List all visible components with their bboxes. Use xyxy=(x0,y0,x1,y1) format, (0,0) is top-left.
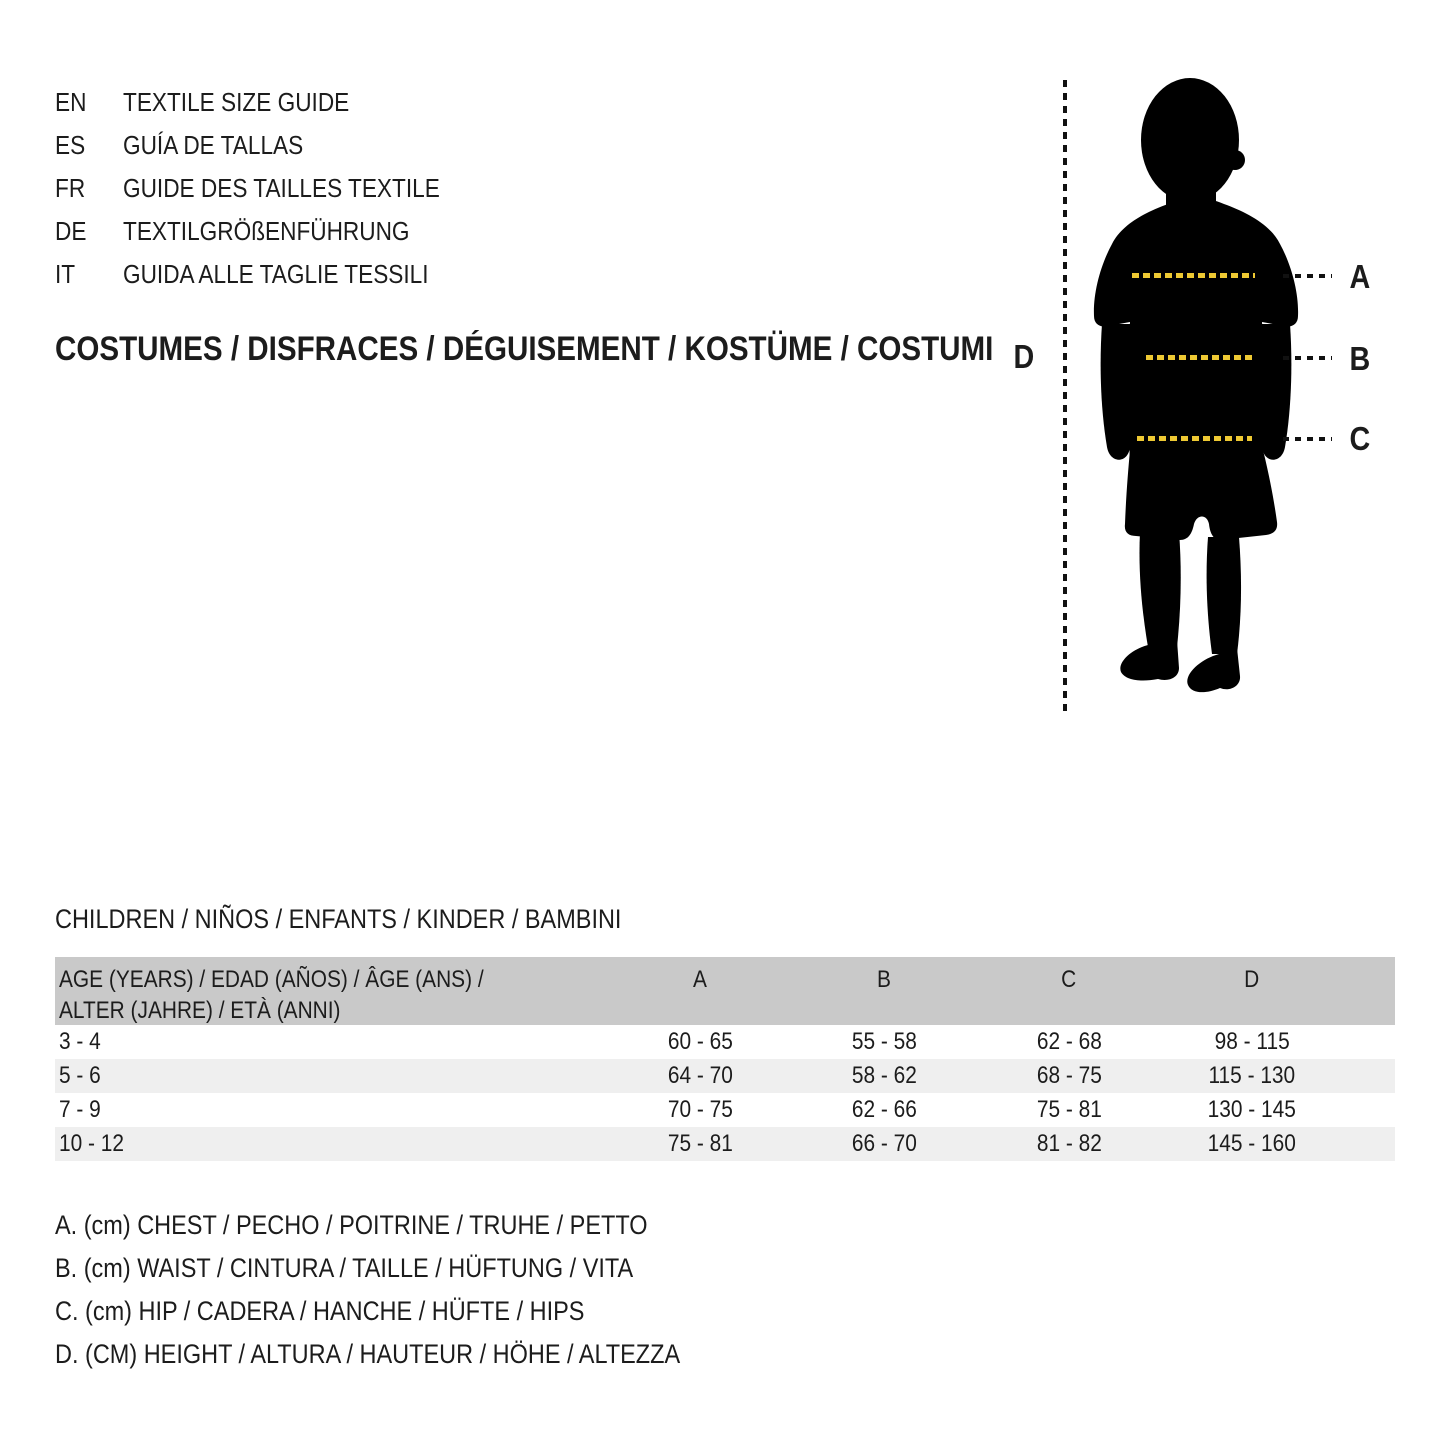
column-header-a: A xyxy=(693,966,707,993)
language-title: TEXTILE SIZE GUIDE xyxy=(123,87,350,117)
column-header-d: D xyxy=(1244,966,1260,993)
height-label: D xyxy=(1013,338,1035,375)
language-row-en xyxy=(55,81,487,124)
legend-hip: C. (cm) HIP / CADERA / HANCHE / HÜFTE / HIPS xyxy=(55,1296,585,1326)
measurement-legend xyxy=(55,1204,774,1376)
chest-leader-line xyxy=(1283,274,1332,278)
legend-chest: A. (cm) CHEST / PECHO / POITRINE / TRUHE / PETTO xyxy=(55,1210,648,1240)
table-row xyxy=(55,1059,1395,1093)
chest-label: A xyxy=(1349,258,1371,295)
age-cell: 7 - 9 xyxy=(59,1096,101,1123)
age-cell: 5 - 6 xyxy=(59,1062,101,1089)
legend-waist: B. (cm) WAIST / CINTURA / TAILLE / HÜFTUNG / VITA xyxy=(55,1253,634,1283)
chest-cell: 75 - 81 xyxy=(667,1130,733,1157)
height-cell: 115 - 130 xyxy=(1208,1062,1296,1089)
language-code: IT xyxy=(55,259,76,289)
language-row-fr xyxy=(55,167,487,210)
waist-cell: 66 - 70 xyxy=(851,1130,918,1157)
language-row-it xyxy=(55,253,487,296)
age-column-header: AGE (YEARS) / EDAD (AÑOS) / ÂGE (ANS) / ALTER (JAHRE) / ETÀ (ANNI) xyxy=(59,966,484,1024)
height-cell: 145 - 160 xyxy=(1207,1130,1297,1157)
table-section-title: CHILDREN / NIÑOS / ENFANTS / KINDER / BAMBINI xyxy=(55,904,622,934)
column-header-b: B xyxy=(877,966,892,993)
language-code: EN xyxy=(55,87,87,117)
chest-measure-line xyxy=(1132,273,1255,278)
column-header-c: C xyxy=(1061,966,1077,993)
silhouette-left-shoe xyxy=(1120,640,1179,681)
waist-cell: 58 - 62 xyxy=(851,1062,918,1089)
silhouette-right-shoe xyxy=(1187,648,1240,692)
header-spacer xyxy=(1343,957,1395,1026)
language-title: GUIDE DES TAILLES TEXTILE xyxy=(123,173,440,203)
language-title: GUÍA DE TALLAS xyxy=(123,130,304,160)
language-title-list xyxy=(55,81,487,296)
child-silhouette-image xyxy=(1080,72,1310,712)
hip-label: C xyxy=(1349,420,1371,457)
silhouette-left-arm xyxy=(1101,324,1132,460)
hip-measure-line xyxy=(1137,436,1252,441)
legend-height: D. (CM) HEIGHT / ALTURA / HAUTEUR / HÖHE / ALTEZZA xyxy=(55,1339,681,1369)
height-cell: 130 - 145 xyxy=(1207,1096,1297,1123)
language-code: FR xyxy=(55,173,86,203)
age-cell: 10 - 12 xyxy=(59,1130,125,1157)
hip-leader-line xyxy=(1283,437,1332,441)
height-measure-line xyxy=(1063,80,1067,713)
silhouette-left-leg xyxy=(1139,532,1180,647)
table-row xyxy=(55,1127,1395,1161)
hip-cell: 62 - 68 xyxy=(1036,1028,1102,1055)
waist-label: B xyxy=(1349,340,1371,377)
age-cell: 3 - 4 xyxy=(59,1028,101,1055)
silhouette-shorts xyxy=(1125,450,1277,540)
language-row-de xyxy=(55,210,487,253)
language-title: GUIDA ALLE TAGLIE TESSILI xyxy=(123,259,429,289)
waist-leader-line xyxy=(1283,356,1332,360)
silhouette-ear xyxy=(1225,150,1245,170)
language-row-es xyxy=(55,124,487,167)
waist-cell: 62 - 66 xyxy=(851,1096,918,1123)
silhouette-right-leg xyxy=(1207,537,1241,654)
height-cell: 98 - 115 xyxy=(1214,1028,1290,1055)
chest-cell: 60 - 65 xyxy=(667,1028,733,1055)
children-size-table xyxy=(55,957,1395,1161)
waist-measure-line xyxy=(1146,355,1252,360)
table-header-row xyxy=(55,957,1395,1025)
hip-cell: 81 - 82 xyxy=(1036,1130,1102,1157)
chest-cell: 64 - 70 xyxy=(667,1062,733,1089)
table-row xyxy=(55,1025,1395,1059)
category-title: COSTUMES / DISFRACES / DÉGUISEMENT / KOSTÜME / COSTUMI xyxy=(55,330,994,368)
table-row xyxy=(55,1093,1395,1127)
hip-cell: 68 - 75 xyxy=(1036,1062,1102,1089)
hip-cell: 75 - 81 xyxy=(1036,1096,1102,1123)
language-code: ES xyxy=(55,130,86,160)
waist-cell: 55 - 58 xyxy=(851,1028,918,1055)
language-code: DE xyxy=(55,216,87,246)
chest-cell: 70 - 75 xyxy=(667,1096,733,1123)
language-title: TEXTILGRÖßENFÜHRUNG xyxy=(123,216,410,246)
